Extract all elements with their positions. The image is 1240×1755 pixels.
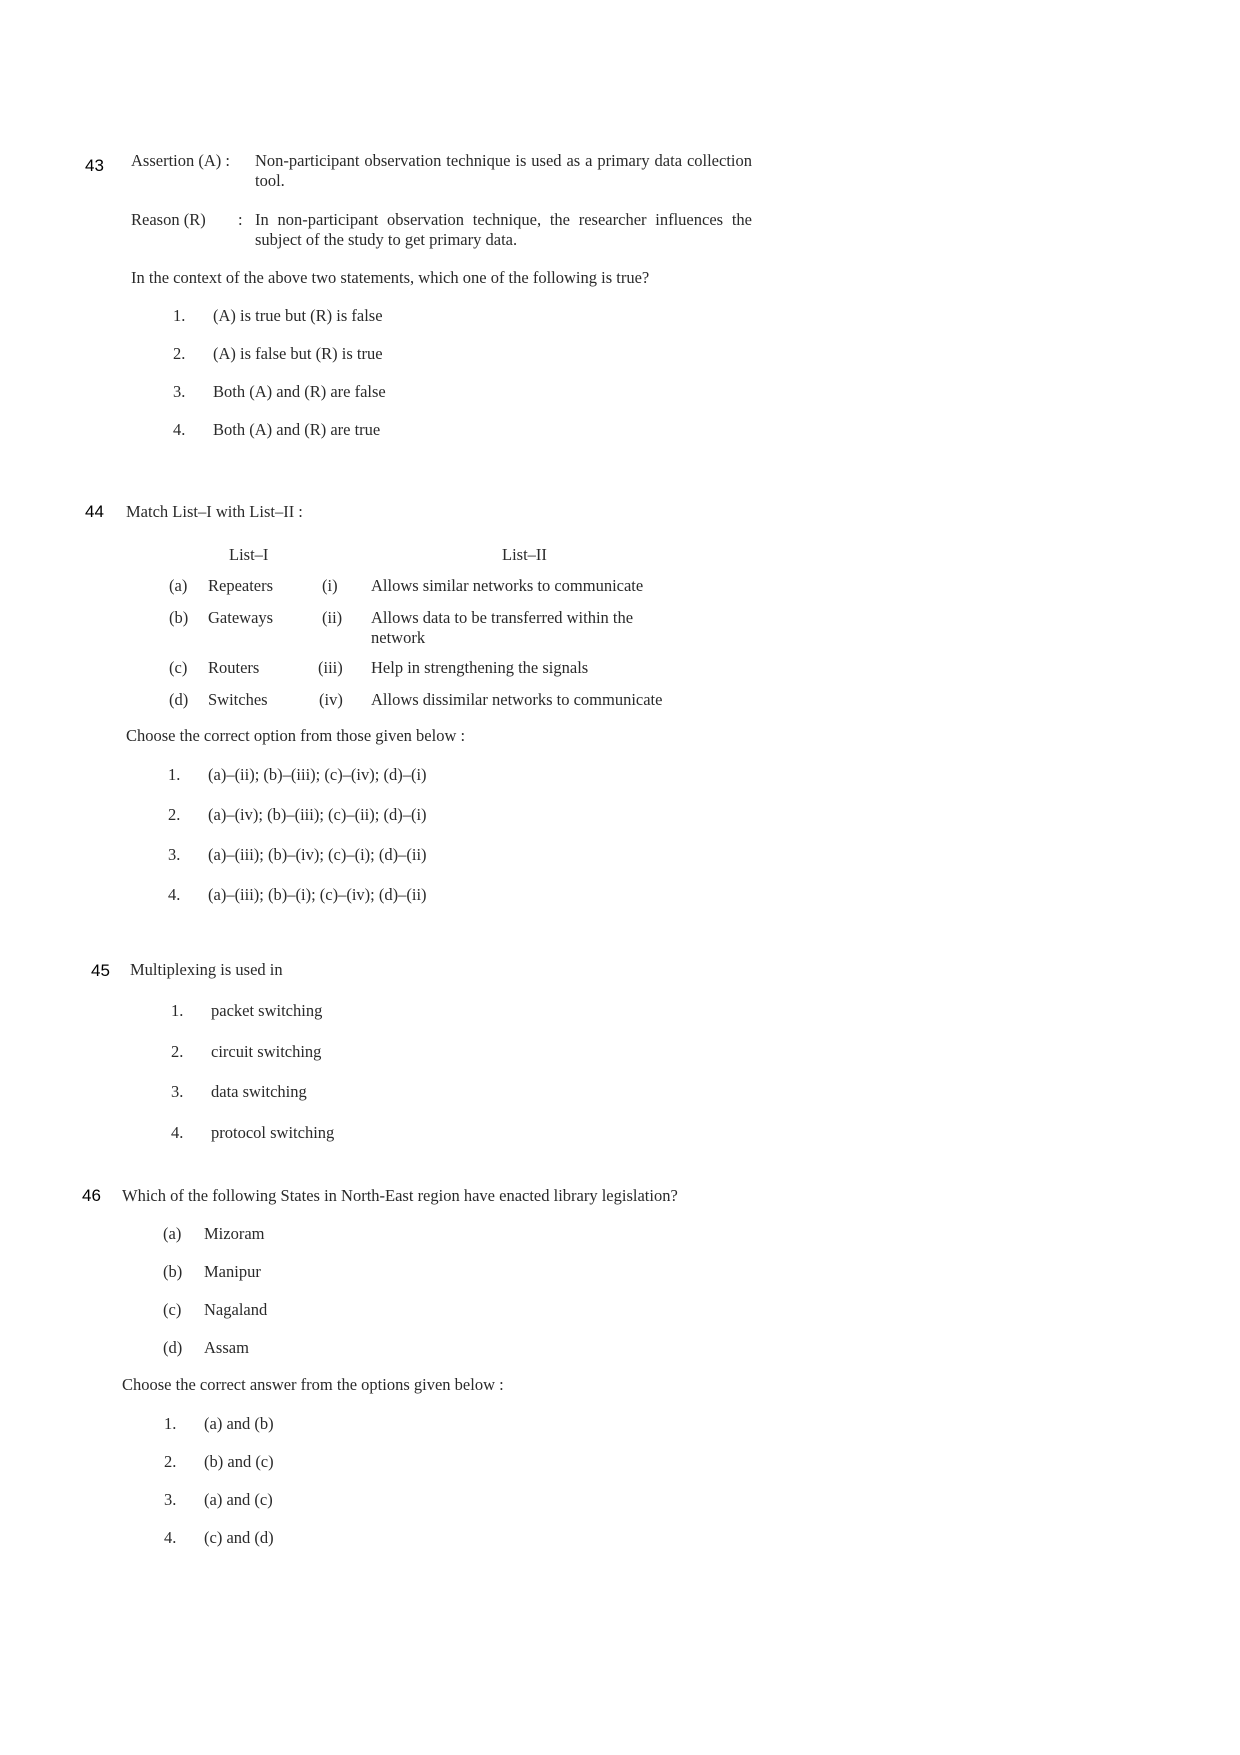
option-text: protocol switching	[211, 1123, 335, 1142]
option-number: 3.	[168, 845, 181, 864]
option-number: 2.	[168, 805, 181, 824]
reason-text: In non-participant observation technique, the researcher influences the subject of the study to get primary data.	[255, 210, 752, 249]
question-number: 46	[82, 1186, 101, 1205]
list-2-label: (iv)	[319, 690, 343, 709]
list-2-item: Help in strengthening the signals	[371, 658, 589, 677]
option-text: (c) and (d)	[204, 1528, 274, 1547]
option-number: 4.	[173, 420, 186, 439]
option-text: (b) and (c)	[204, 1452, 274, 1471]
option-text: data switching	[211, 1082, 307, 1101]
question-prompt: Multiplexing is used in	[130, 960, 283, 979]
option-number: 2.	[171, 1042, 184, 1061]
list-1-label: (d)	[169, 690, 189, 709]
option-number: 4.	[171, 1123, 184, 1142]
list-2-header: List–II	[502, 545, 547, 564]
list-2-item: Allows data to be transferred within the network	[371, 608, 634, 647]
option-text: (a)–(iii); (b)–(i); (c)–(iv); (d)–(ii)	[208, 885, 427, 904]
state-label: (d)	[163, 1338, 183, 1357]
question-prompt: In the context of the above two statements, which one of the following is true?	[131, 268, 650, 287]
state-label: (c)	[163, 1300, 182, 1319]
list-1-label: (b)	[169, 608, 189, 627]
option-text: (a) and (c)	[204, 1490, 273, 1509]
list-1-item: Repeaters	[208, 576, 274, 595]
choose-instruction: Choose the correct answer from the options given below :	[122, 1375, 504, 1394]
option-number: 3.	[173, 382, 186, 401]
option-text: Both (A) and (R) are false	[213, 382, 386, 401]
list-2-label: (ii)	[322, 608, 343, 627]
option-text: (a)–(iii); (b)–(iv); (c)–(i); (d)–(ii)	[208, 845, 427, 864]
option-number: 3.	[164, 1490, 177, 1509]
question-number: 44	[85, 502, 104, 521]
list-1-label: (c)	[169, 658, 188, 677]
option-number: 2.	[173, 344, 186, 363]
list-2-item: Allows similar networks to communicate	[371, 576, 644, 595]
option-text: circuit switching	[211, 1042, 322, 1061]
list-2-label: (iii)	[318, 658, 343, 677]
option-number: 1.	[164, 1414, 177, 1433]
state-name: Manipur	[204, 1262, 261, 1281]
list-1-label: (a)	[169, 576, 188, 595]
list-1-header: List–I	[229, 545, 269, 564]
state-name: Nagaland	[204, 1300, 268, 1319]
question-prompt: Match List–I with List–II :	[126, 502, 303, 521]
state-label: (b)	[163, 1262, 183, 1281]
list-1-item: Gateways	[208, 608, 274, 627]
list-1-item: Switches	[208, 690, 268, 709]
option-number: 4.	[164, 1528, 177, 1547]
state-name: Assam	[204, 1338, 249, 1357]
list-1-item: Routers	[208, 658, 260, 677]
option-number: 2.	[164, 1452, 177, 1471]
list-2-label: (i)	[322, 576, 338, 595]
option-text: (A) is true but (R) is false	[213, 306, 383, 325]
option-text: (a) and (b)	[204, 1414, 274, 1433]
question-prompt: Which of the following States in North-East region have enacted library legislation?	[122, 1186, 678, 1205]
question-number: 43	[85, 156, 104, 175]
option-number: 1.	[173, 306, 186, 325]
option-number: 4.	[168, 885, 181, 904]
option-text: (a)–(ii); (b)–(iii); (c)–(iv); (d)–(i)	[208, 765, 427, 784]
assertion-label: Assertion (A) :	[131, 151, 230, 170]
reason-label: Reason (R)	[131, 210, 206, 229]
state-label: (a)	[163, 1224, 182, 1243]
option-number: 1.	[171, 1001, 184, 1020]
option-number: 3.	[171, 1082, 184, 1101]
option-number: 1.	[168, 765, 181, 784]
option-text: (A) is false but (R) is true	[213, 344, 383, 363]
option-text: packet switching	[211, 1001, 323, 1020]
reason-colon: :	[238, 210, 243, 229]
assertion-text: Non-participant observation technique is used as a primary data collection tool.	[255, 151, 752, 190]
list-2-item: Allows dissimilar networks to communicate	[371, 690, 663, 709]
choose-instruction: Choose the correct option from those given below :	[126, 726, 466, 745]
option-text: Both (A) and (R) are true	[213, 420, 381, 439]
state-name: Mizoram	[204, 1224, 265, 1243]
question-number: 45	[91, 961, 110, 980]
option-text: (a)–(iv); (b)–(iii); (c)–(ii); (d)–(i)	[208, 805, 427, 824]
